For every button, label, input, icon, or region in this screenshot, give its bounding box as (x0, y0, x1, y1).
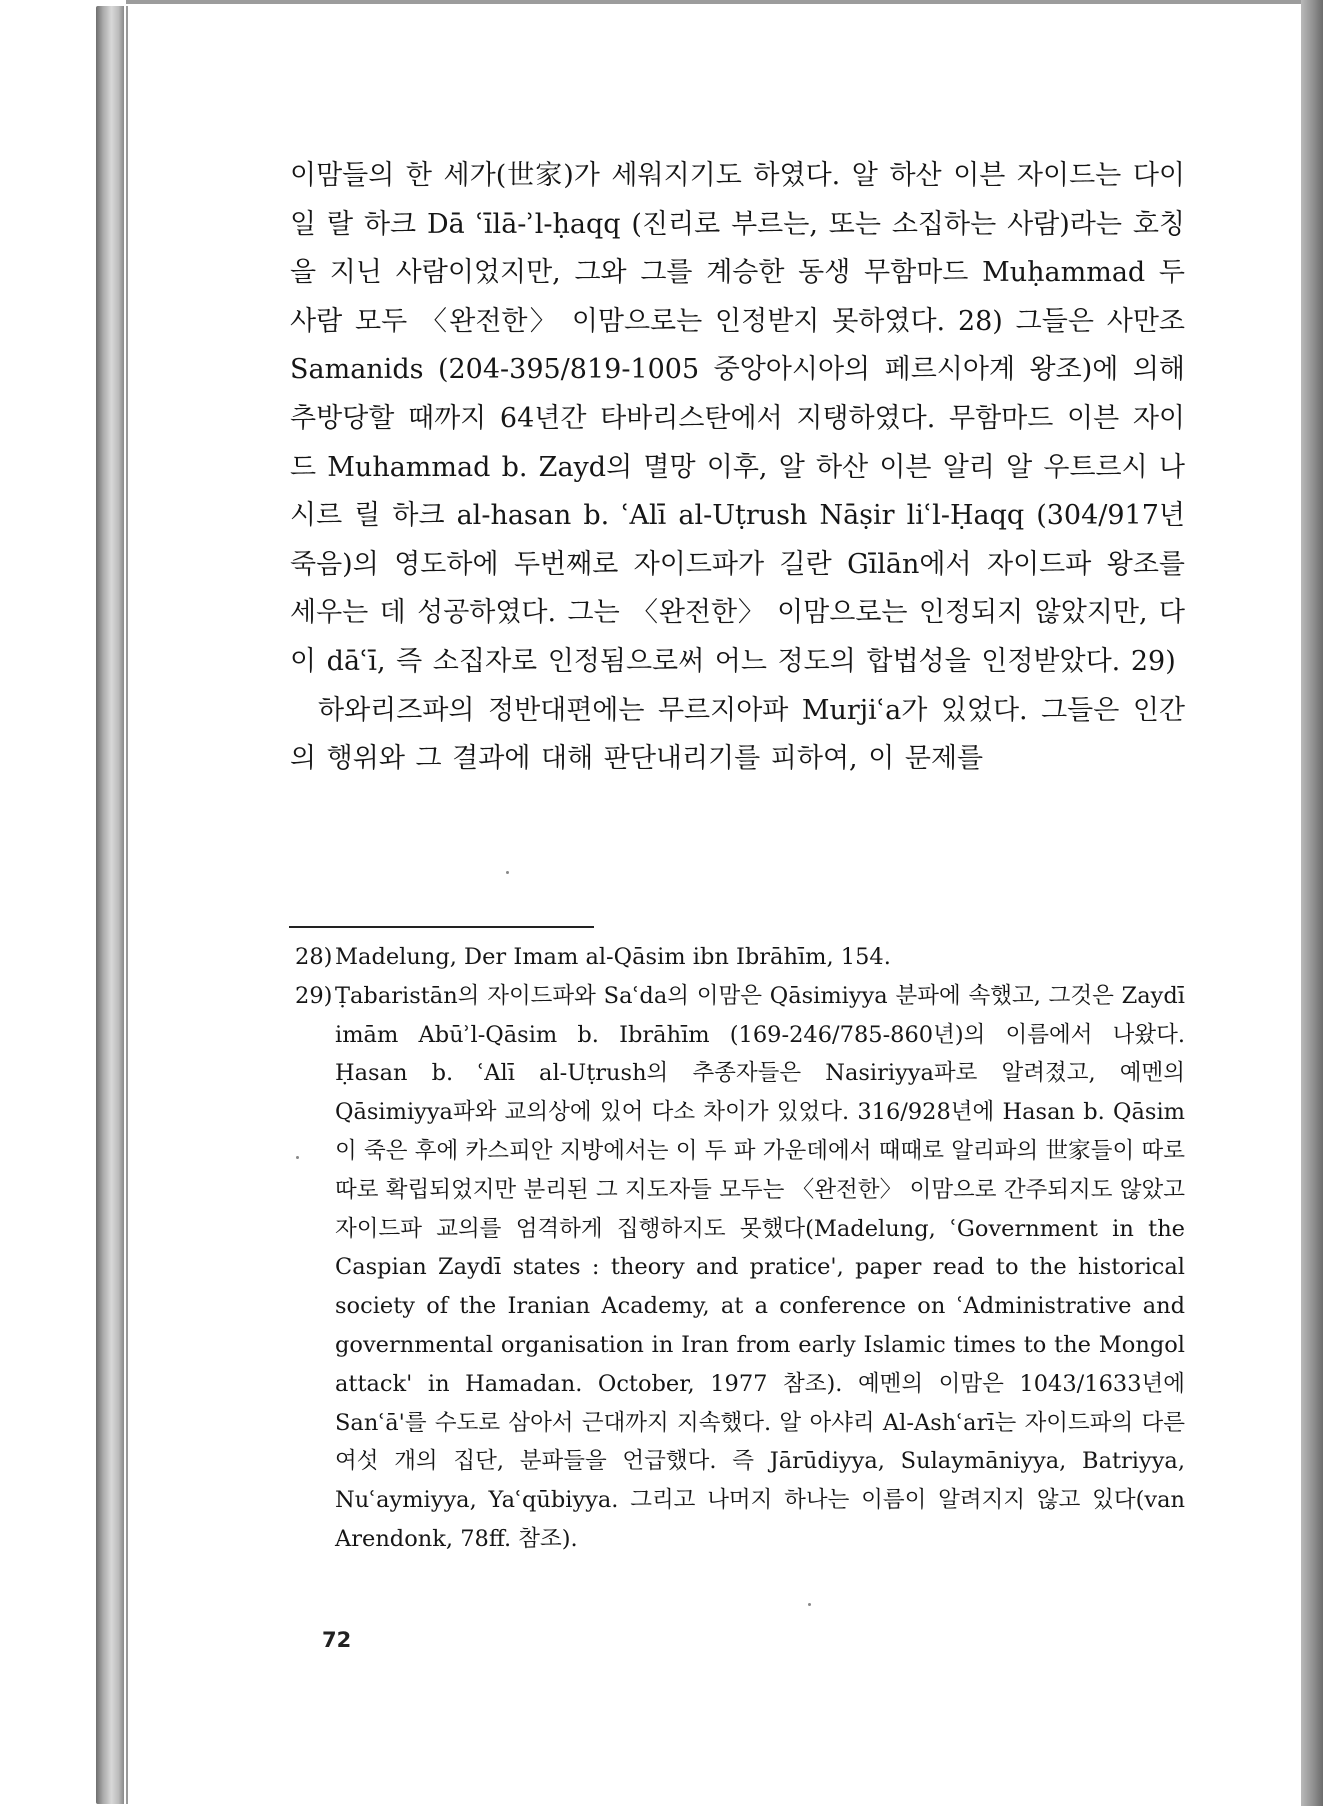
footnotes (295, 938, 1185, 1559)
footnote-number: 28) (295, 944, 333, 970)
scan-speck (808, 1603, 811, 1606)
page-stack-edge (96, 6, 124, 1804)
paragraph-1: 이맘들의 한 세가(世家)가 세워지기도 하였다. 알 하산 이븐 자이드는 다이 일 랄 하크 Dā ʿīlā-ʾl-ḥaqq (진리로 부르는, 또는 소집하는 사람)라는 호칭을 지닌 사람이었지만, 그와 그를 계승한 동생 무함마드 Muḥammad 두 사람 모두 〈완전한〉 이맘으로는 인정받지 못하였다. 28) 그들은 사만조 Samanids (204-395/819-1005 중앙아시아의 페르시아계 왕조)에 의해 추방당할 때까지 64년간 타바리스탄에서 지탱하였다. 무함마드 이븐 자이드 Muhammad b. Zayd의 멸망 이후, 알 하산 이븐 알리 알 우트르시 나시르 릴 하크 al-hasan b. ʿAlī al-Uṭrush Nāṣir liʿl-Ḥaqq (304/917년 죽음)의 영도하에 두번째로 자이드파가 길란 Gīlān에서 자이드파 왕조를 세우는 데 성공하였다. 그는 〈완전한〉 이맘으로는 인정되지 않았지만, 다이 dāʿī, 즉 소집자로 인정됨으로써 어느 정도의 합법성을 인정받았다. 29) (290, 160, 1185, 677)
footnote-text: Ṭabaristān의 자이드파와 Saʿda의 이맘은 Qāsimiyya 분파에 속했고, 그것은 Zaydī imām Abūʾl-Qāsim b. Ibrāhīm (169-246/785-860년)의 이름에서 나왔다. Ḥasan b. ʿAlī al-Uṭrush의 추종자들은 Nasiriyya파로 알려졌고, 예멘의 Qāsimiyya파와 교의상에 있어 다소 차이가 있었다. 316/928년에 Hasan b. Qāsim이 죽은 후에 카스피안 지방에서는 이 두 파 가운데에서 때때로 알리파의 世家들이 따로따로 확립되었지만 분리된 그 지도자들 모두는 〈완전한〉 이맘으로 간주되지도 않았고 자이드파 교의를 엄격하게 집행하지도 못했다(Madelung, ʿGovernment in the Caspian Zaydī states : theory and pratice', paper read to the historical society of the Iranian Academy, at a conference on ʿAdministrative and governmental organisation in Iran from early Islamic times to the Mongol attack' in Hamadan. October, 1977 참조). 예멘의 이맘은 1043/1633년에 Sanʿā'를 수도로 삼아서 근대까지 지속했다. 알 아샤리 Al-Ashʿarī는 자이드파의 다른 여섯 개의 집단, 분파들을 언급했다. 즉 Jārūdiyya, Sulaymāniyya, Batriyya, Nuʿaymiyya, Yaʿqūbiyya. 그리고 나머지 하나는 이름이 알려지지 않고 있다(van Arendonk, 78ff. 참조). (335, 982, 1185, 1552)
paragraph-2: 하와리즈파의 정반대편에는 무르지아파 Murjiʿa가 있었다. 그들은 인간의 행위와 그 결과에 대해 판단내리기를 피하여, 이 문제를 (290, 694, 1185, 775)
footnote-28 (295, 938, 1185, 977)
footnote-rule (289, 926, 594, 928)
body-text (290, 152, 1185, 784)
footnote-number: 29) (295, 982, 333, 1009)
scan-speck (506, 871, 509, 874)
scan-speck (296, 1156, 299, 1159)
footnote-29 (295, 977, 1185, 1559)
footnote-text: Madelung, Der Imam al-Qāsim ibn Ibrāhīm, 154. (335, 944, 891, 970)
page-number: 72 (322, 1628, 352, 1652)
right-margin-band (1301, 0, 1323, 1806)
